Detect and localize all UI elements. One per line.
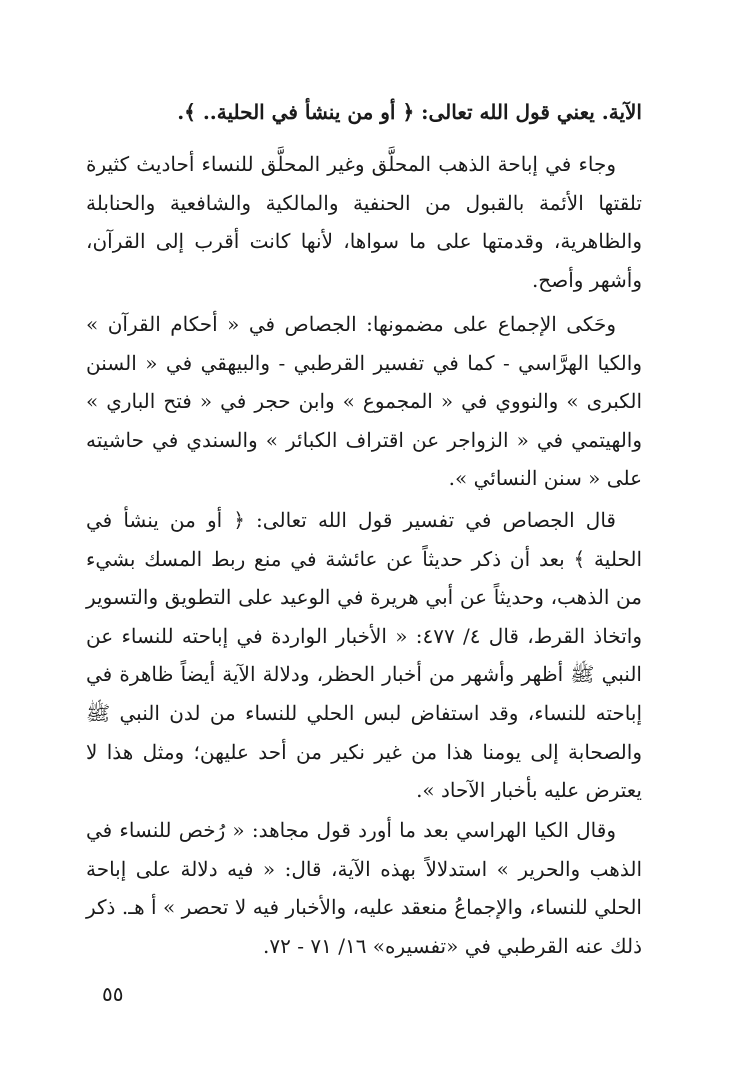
verse-intro-line: الآية. يعني قول الله تعالى: ﴿ أو من ينشأ في الحلية.. ﴾.: [177, 100, 642, 124]
paragraph-3: قال الجصاص في تفسير قول الله تعالى: ﴿ أو من ينشأ في الحلية ﴾ بعد أن ذكر حديثاً عن عائشة في منع ربط المسك بشيء من الذهب، وحديثاً عن أبي هريرة في الوعيد على التطويق والتسوير واتخاذ القرط، قال ٤/ ٤٧٧: « الأخبار الواردة في إباحته للنساء عن النبي ﷺ أظهر وأشهر من أخبار الحظر، ودلالة الآية أيضاً ظاهرة في إباحته للنساء، وقد استفاض لبس الحلي للنساء من لدن النبي ﷺ والصحابة إلى يومنا هذا من غير نكير من أحد عليهن؛ ومثل هذا لا يعترض عليه بأخبار الآحاد ».: [86, 508, 642, 803]
page-number: ٥٥: [102, 982, 124, 1006]
paragraph-4: وقال الكيا الهراسي بعد ما أورد قول مجاهد: « رُخص للنساء في الذهب والحرير » استدلالاً بهذه الآية، قال: « فيه دلالة على إباحة الحلي للنساء، والإجماعُ منعقد عليه، والأخبار فيه لا تحصر » أ هـ. ذكر ذلك عنه القرطبي في «تفسيره» ١٦/ ٧١ - ٧٢.: [86, 818, 642, 958]
paragraph-2: وحَكى الإجماع على مضمونها: الجصاص في « أحكام القرآن » والكيا الهرَّاسي - كما في تفسير القرطبي - والبيهقي في « السنن الكبرى » والنووي في « المجموع » وابن حجر في « فتح الباري » والهيتمي في « الزواجر عن اقتراف الكبائر » والسندي في حاشيته على « سنن النسائي ».: [86, 312, 642, 491]
paragraph-1: وجاء في إباحة الذهب المحلَّق وغير المحلَّق للنساء أحاديث كثيرة تلقتها الأئمة بالقبول من الحنفية والمالكية والشافعية والحنابلة والظاهرية، وقدمتها على ما سواها، لأنها كانت أقرب إلى القرآن، وأشهر وأصح.: [86, 152, 642, 292]
